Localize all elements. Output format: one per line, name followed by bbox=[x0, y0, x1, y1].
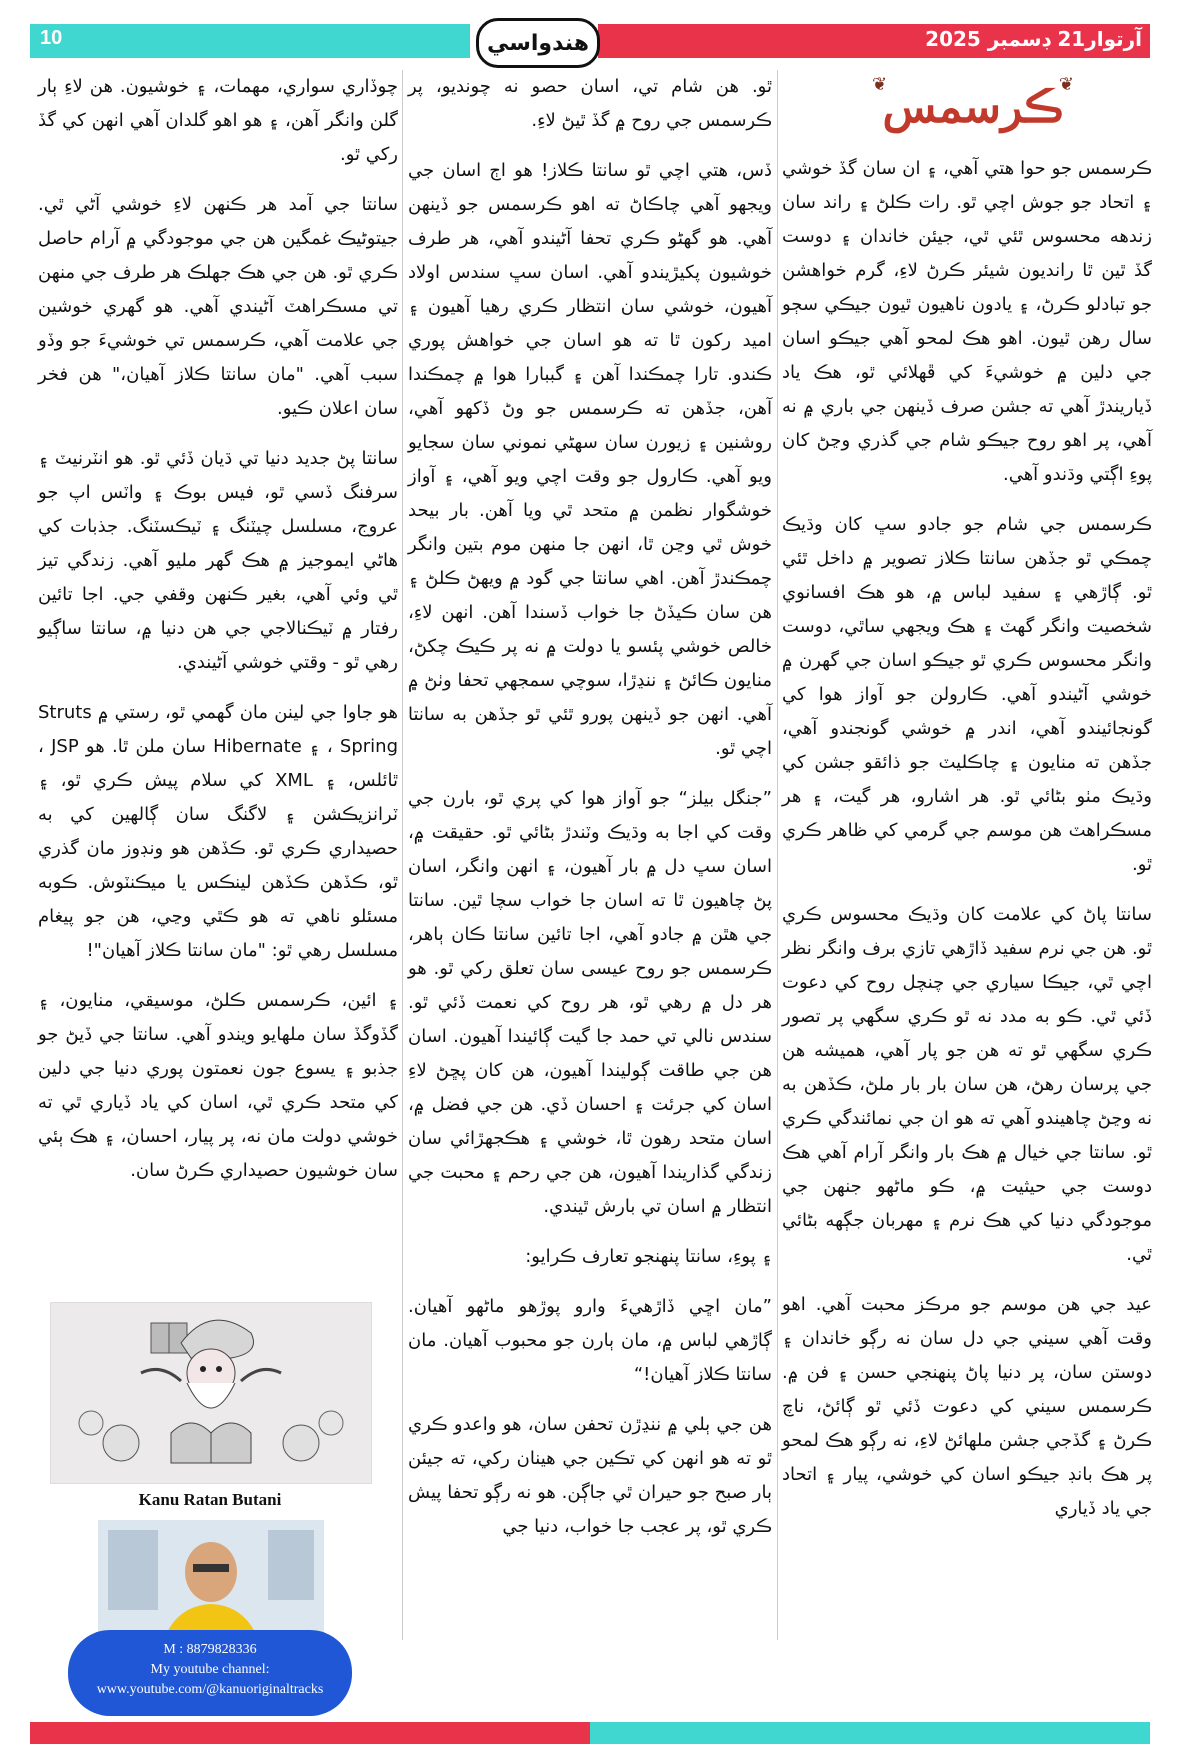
paragraph: هن جي ٻلي ۾ ننڍڙن تحفن سان، هو واعدو ڪري ٿو ته هو انهن کي تڪين جي هينان رکي، ته جيئن ٻار صبح جو حيران ٿي جاڳن. هو نه رڳو تحفا پيش ڪري ٿو، پر عجب جا خواب، دنيا جي bbox=[408, 1414, 772, 1537]
youtube-link[interactable]: www.youtube.com/@kanuoriginaltracks bbox=[96, 1682, 324, 1697]
footer-band-right bbox=[590, 1722, 1150, 1744]
paragraph: عيد جي هن موسم جو مرڪز محبت آهي. اهو وقت آهي سيني جي دل سان نه رڳو خاندان ۽ دوستن سان، پر دنيا پاڻ پنهنجي حسن ۽ فن ۾. ڪرسمس سيني کي دعوت ڏئي ٿو ڳائڻ، ناچ ڪرڻ ۽ گڏجي جشن ملهائڻ لاءِ، نه رڳو هڪ لمحو پر هڪ بانڊ جيڪو اسان کي خوشي، پيار ۽ اتحاد جي ياد ڏياري bbox=[782, 1294, 1152, 1519]
youtube-label: My youtube channel: bbox=[150, 1662, 270, 1677]
author-mobile: M : 8879828336 bbox=[163, 1642, 257, 1657]
paragraph: سانتا پاڻ کي علامت کان وڌيڪ محسوس ڪري ٿو. هن جي نرم سفيد ڏاڙهي تازي برف وانگر نظر اچي ٿي، جيڪا سياري جي چنچل روح کي دعوت ڏئي ٿي. ڪو به مدد نه ٿو ڪري سگهي پر تصور ڪري سگهي ٿو ته هن جو پار آهي، هميشه هن جي پرسان رهڻ، هن سان بار بار ملڻ، ڪڏهن به نه وڃڻ چاهيندو آهي ته هو ان جي نمائندگي ڪري ٿو. سانتا جي خيال ۾ هڪ بار وانگر آرام آهي هڪ دوست جي حيثيت ۾، ڪو ماڻهو جنهن جي موجودگي دنيا کي هڪ نرم ۽ مهربان جڳهه بڻائي ٿي. bbox=[782, 904, 1152, 1265]
contact-badge bbox=[68, 1630, 352, 1716]
paragraph: ۽ ائين، ڪرسمس ڪلڻ، موسيقي، منايون، ۽ گڏوگڏ سان ملهايو ويندو آهي. سانتا جي ڏيڻ جو جذبو ۽ يسوع جون نعمتون پوري دنيا جي دلين کي متحد ڪري ٿي، اسان کي ياد ڏياري ٿي ته خوشي دولت مان نه، پر پيار، احسان، ۽ هڪ ٻئي سان خوشيون حصيداري ڪرڻ سان. bbox=[38, 990, 398, 1181]
page-number: 10 bbox=[40, 27, 63, 49]
column-divider bbox=[777, 70, 778, 1640]
paragraph: ”جنگل بيلز“ جو آواز هوا کي پري ٿو، بارن جي وقت کي اجا به وڌيڪ وٽندڙ بڻائي ٿو. حقيقت ۾، اسان سڀ دل ۾ بار آهيون، ۽ انهن وانگر، اسان پڻ چاهيون ٿا ته اسان جا خواب سچا ٿين. سانتا جي هٿن ۾ جادو آهي، اجا تائين سانتا ڪان ٻاهر، ڪرسمس جو روح عيسى سان تعلق رکي ٿو. هو هر دل ۾ رهي ٿو، هر روح کي نعمت ڏئي ٿو. سندس نالي تي حمد جا گيت ڳائيندا آهيون. اسان هن جي طاقت ڳوليندا آهيون، هن کان پڇڻ لاءِ اسان کي جرئت ۽ احسان ڏي. هن جي فضل ۾، اسان متحد رهون ٿا، خوشي ۽ هڪجهڙائي سان زندگي گذاريندا آهيون، هن جي رحم ۽ محبت جي انتظار ۾ اسان تي بارش ٿيندي. bbox=[408, 788, 772, 1217]
masthead-logo: هندواسي bbox=[476, 18, 600, 68]
author-name: Kanu Ratan Butani bbox=[138, 1490, 282, 1509]
column-middle bbox=[408, 70, 772, 1560]
ornament-icon: ❦ bbox=[872, 74, 888, 95]
santa-drawing-icon bbox=[51, 1303, 371, 1483]
paragraph: سانتا جي آمد هر ڪنهن لاءِ خوشي آڻي ٿي. جيتوڻيڪ غمگين هن جي موجودگي ۾ آرام حاصل ڪري ٿو. هن جي هڪ جهلڪ هر طرف جي منهن تي مسڪراهٽ آڻيندي آهي. هو گهري خوشين جي علامت آهي، ڪرسمس تي خوشيءَ جو وڏو سبب آهي. "مان سانتا ڪلاز آهيان،" هن فخر سان اعلان ڪيو. bbox=[38, 194, 398, 419]
paragraph: ڪرسمس جي شام جو جادو سڀ کان وڌيڪ چمڪي ٿو جڏهن سانتا ڪلاز تصوير ۾ داخل ٿئي ٿو. ڳاڙهي ۽ سفيد لباس ۾، هو هڪ افسانوي شخصيت وانگر گهٽ ۽ هڪ ويجهي ساٿي، دوست وانگر محسوس ڪري ٿو جيڪو اسان جي گهرن ۾ خوشي آڻيندو آهي. ڪارولن جو آواز هوا کي گونجائيندو آهي، اندر ۾ خوشي گونجندو آهي، جڏهن ته منايون ۽ چاڪليٽ جو ذائقو جشن کي وڌيڪ مٺو بڻائي ٿو. هر اشارو، هر گيت، ۽ هر مسڪراهٽ هن موسم جي گرمي کي ظاهر ڪري ٿو. bbox=[782, 514, 1152, 875]
footer-band-left bbox=[30, 1722, 590, 1744]
paragraph: ڪرسمس جو حوا هتي آهي، ۽ ان سان گڏ خوشي ۽ اتحاد جو جوش اچي ٿو. رات ڪلڻ ۽ راند سان زندهه محسوس ٿئي ٿي، جيئن خاندان ۽ دوست گڏ ٿين ٿا رانديون شيئر ڪرڻ لاءِ، گرم خواهشن جو تبادلو ڪرڻ، ۽ يادون ناهيون ٿيون جيڪي سڄو سال رهن ٿيون. اهو هڪ لمحو آهي جيڪو اسان جي دلين ۾ خوشيءَ کي ڦهلائي ٿو، هڪ ياد ڏياريندڙ آهي ته جشن صرف ڏينهن جي باري ۾ نه آهي، پر اهو روح جيڪو شام جي گذري وڃڻ کان پوءِ اڳتي وڌندو آهي. bbox=[782, 158, 1152, 485]
header-band-left bbox=[30, 24, 470, 58]
paragraph: هو جاوا جي لينن مان گهمي ٿو، رستي ۾ Struts ، Spring ۽ Hibernate سان ملن ٿا. هو JSP ، ٿائلس، ۽ XML کي سلام پيش ڪري ٿو، ۽ ٽرانزيڪشن ۽ لاگنگ سان ڳالهين کي به حصيداري ڪري ٿو. ڪڏهن هو ونڊوز مان گذري ٿو، ڪڏهن ڪڏهن لينڪس يا ميڪنٽوش. ڪوبه مسئلو ناهي ته هو ڪٿي وڃي، هن جو پيغام مسلسل رهي ٿو: "مان سانتا ڪلاز آهيان"! bbox=[38, 702, 399, 961]
paragraph: ”مان اڇي ڏاڙهيءَ وارو پوڙهو ماڻهو آهيان. ڳاڙهي لباس ۾، مان ٻارن جو محبوب آهيان. مان سانتا ڪلاز آهيان!“ bbox=[408, 1296, 772, 1385]
issue-date: آرتوار21 ڊسمبر 2025 bbox=[925, 27, 1142, 51]
column-left bbox=[38, 70, 398, 1204]
paragraph: ڏس، هتي اچي ٿو سانتا ڪلاز! هو اڄ اسان جي ويجهو آهي چاڪاڻ ته اهو ڪرسمس جو ڏينهن آهي. هو گهڻو ڪري تحفا آڻيندو آهي، هر طرف خوشيون پکيڙيندو آهي. اسان سڀ سندس اولاد آهيون، خوشي سان انتظار ڪري رهيا آهيون ۽ اميد رکون ٿا ته هو اسان جي خواهش پوري ڪندو. تارا چمڪندا آهن ۽ گببارا هوا ۾ چمڪندا آهن، جڏهن ته ڪرسمس جو وڻ ڏکهو آهي، روشنين ۽ زيورن سان سهڻي نموني سان سجايو ويو آهي. ڪارول جو وقت اچي ويو آهي، ۽ آواز خوشگوار نظمن ۾ متحد ٿي ويا آهن. بار بيحد خوش ٿي وڃن ٿا، انهن جا منهن موم بتين وانگر چمڪندڙ آهن. اهي سانتا جي گود ۾ ويهڻ ڪلڻ ۽ هن سان ڪيڏڻ جا خواب ڏسندا آهن. انهن لاءِ، خالص خوشي پئسو يا دولت ۾ نه پر ڪيڪ چکڻ، منايون ڪائڻ ۽ ننڍڙا، سوچي سمجهي تحفا وٺڻ ۾ آهي. انهن جو ڏينهن پورو ٿئي ٿو جڏهن به سانتا اچي ٿو. bbox=[408, 160, 772, 759]
column-divider bbox=[402, 70, 403, 1640]
paragraph: سانتا پڻ جديد دنيا تي ڌيان ڏئي ٿو. هو انٽرنيٽ ۽ سرفنگ ڏسي ٿو، فيس بوڪ ۽ واٽس اپ جو عروج، مسلسل چيٽنگ ۽ ٽيڪسٽنگ. جذبات کي هاڻي ايموجيز ۾ هڪ گهر مليو آهي. زندگي تيز ٿي وئي آهي، بغير ڪنهن وقفي جي. اجا تائين رفتار ۾ ٽيڪنالاجي جي هن دنيا ۾، سانتا ساڳيو رهي ٿو - وقتي خوشي آڻيندي. bbox=[38, 448, 398, 673]
column-right bbox=[782, 152, 1152, 1542]
paragraph: ٿو. هن شام تي، اسان حصو نه چونديو، پر ڪرسمس جي روح ۾ گڏ ٿيڻ لاءِ. bbox=[408, 76, 772, 131]
ornament-icon: ❦ bbox=[1058, 74, 1074, 95]
paragraph: چوڏاري سواري، مهمات، ۽ خوشيون. هن لاءِ ٻار گلن وانگر آهن، ۽ هو اهو گلدان آهي انهن کي گڏ رکي ٿو. bbox=[38, 76, 398, 165]
article-title: ڪرسمس bbox=[882, 81, 1064, 133]
paragraph: ۽ پوءِ، سانتا پنهنجو تعارف ڪرايو: bbox=[525, 1246, 772, 1267]
santa-illustration bbox=[50, 1302, 372, 1484]
article-title-box bbox=[870, 70, 1076, 144]
